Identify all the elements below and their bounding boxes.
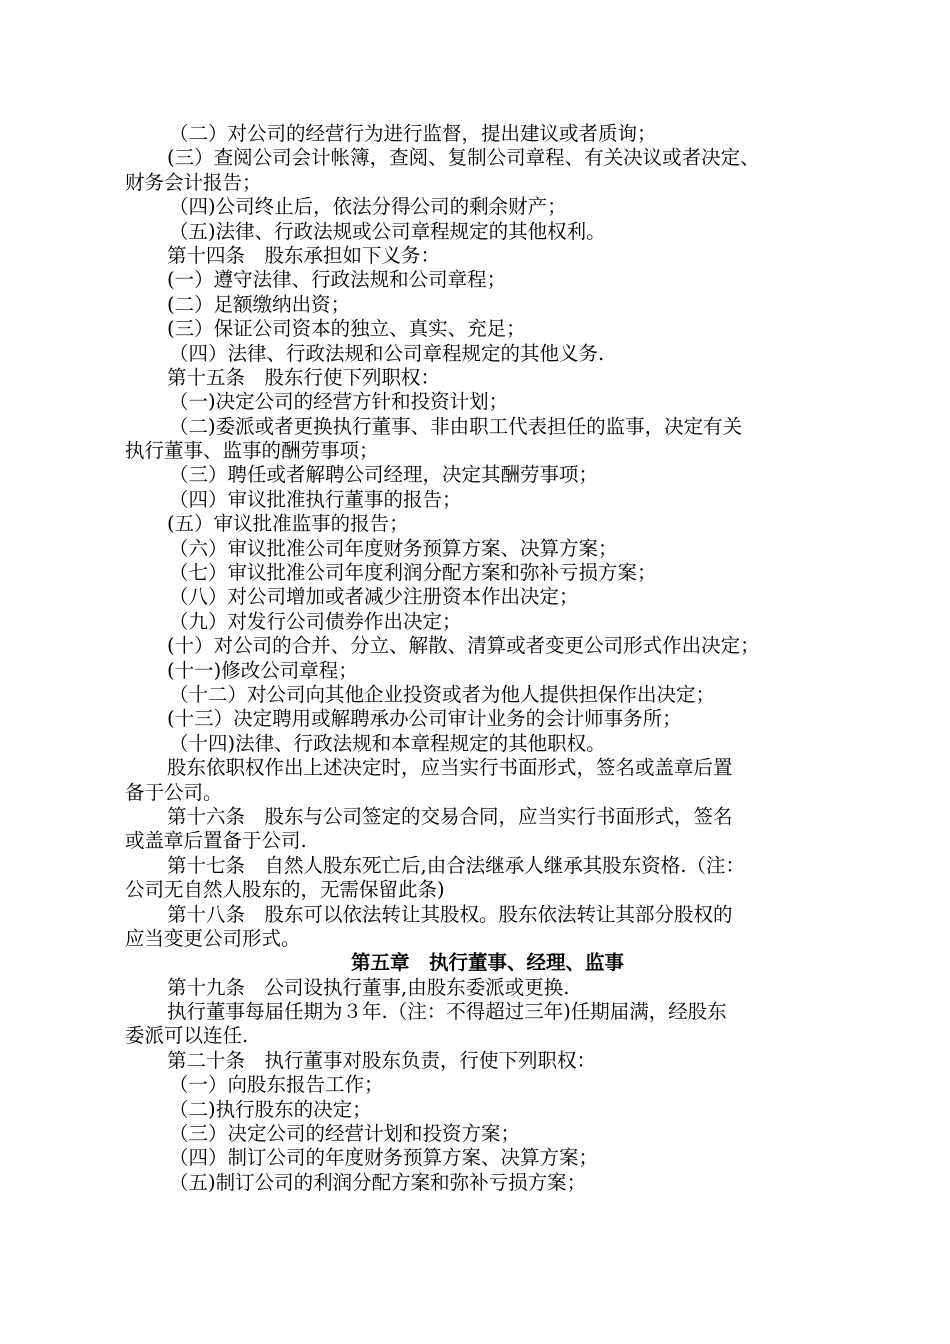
text-line: 第十四条 股东承担如下义务： [167, 243, 441, 267]
text-line: （三）聘任或者解聘公司经理，决定其酬劳事项； [169, 463, 599, 487]
text-line: 第十六条 股东与公司签定的交易合同，应当实行书面形式，签名 [167, 804, 733, 828]
text-line: (十三）决定聘用或解聘承办公司审计业务的会计师事务所； [167, 707, 682, 731]
text-line: （八）对公司增加或者减少注册资本作出决定； [169, 585, 579, 609]
text-line: 委派可以连任. [125, 1024, 249, 1048]
text-line: (三）查阅公司会计帐簿，查阅、复制公司章程、有关决议或者决定、 [167, 146, 760, 170]
text-line: （四)公司终止后，依法分得公司的剩余财产； [169, 195, 567, 219]
text-line: （一）向股东报告工作； [169, 1073, 384, 1097]
text-line: （二）对公司的经营行为进行监督，提出建议或者质询； [169, 122, 657, 145]
text-line: （四）制订公司的年度财务预算方案、决算方案； [169, 1146, 599, 1170]
text-line: 公司无自然人股东的，无需保留此条) [125, 878, 445, 902]
text-line: (二）足额缴纳出资； [167, 292, 351, 316]
chapter-heading: 第五章 执行董事、经理、监事 [350, 951, 624, 975]
text-line: （四）审议批准执行董事的报告； [169, 487, 462, 511]
text-line: （九）对发行公司债券作出决定； [169, 609, 462, 633]
text-line: 第十九条 公司设执行董事,由股东委派或更换. [167, 975, 570, 999]
text-line: 执行董事、监事的酬劳事项； [125, 439, 379, 463]
text-line: （二)委派或者更换执行董事、非由职工代表担任的监事，决定有关 [169, 414, 743, 438]
text-line: (十一)修改公司章程； [167, 658, 358, 682]
text-line: （十四)法律、行政法规和本章程规定的其他职权。 [169, 731, 606, 755]
text-line: 或盖章后置备于公司. [125, 829, 307, 853]
text-line: （四）法律、行政法规和公司章程规定的其他义务. [169, 341, 605, 365]
text-line: （六）审议批准公司年度财务预算方案、决算方案； [169, 536, 618, 560]
text-line: （二)执行股东的决定； [169, 1097, 372, 1121]
text-line: 第二十条 执行董事对股东负责，行使下列职权： [167, 1048, 597, 1072]
text-line: (五）审议批准监事的报告； [167, 512, 409, 536]
text-line: （十二）对公司向其他企业投资或者为他人提供担保作出决定； [169, 682, 716, 706]
text-line: （五)制订公司的利润分配方案和弥补亏损方案； [169, 1170, 587, 1194]
text-line: 财务会计报告； [125, 170, 262, 194]
text-line: 第十五条 股东行使下列职权： [167, 365, 441, 389]
text-line: 股东依职权作出上述决定时，应当实行书面形式，签名或盖章后置 [167, 756, 733, 780]
text-line: 第十八条 股东可以依法转让其股权。股东依法转让其部分股权的 [167, 902, 733, 926]
text-line: （三）决定公司的经营计划和投资方案； [169, 1122, 521, 1146]
text-line: （七）审议批准公司年度利润分配方案和弥补亏损方案； [169, 561, 657, 585]
document-body [125, 122, 850, 1195]
text-line: 第十七条 自然人股东死亡后,由合法继承人继承其股东资格.（注： [167, 853, 745, 877]
text-line: （五)法律、行政法规或公司章程规定的其他权利。 [169, 219, 606, 243]
text-line: 备于公司。 [125, 780, 223, 804]
text-line: (十）对公司的合并、分立、解散、清算或者变更公司形式作出决定； [167, 634, 760, 658]
text-line: 应当变更公司形式。 [125, 926, 301, 950]
text-line: (一）遵守法律、行政法规和公司章程； [167, 268, 507, 292]
text-line: (三）保证公司资本的独立、真实、充足； [167, 317, 526, 341]
text-line: （一)决定公司的经营方针和投资计划； [169, 390, 509, 414]
text-line: 执行董事每届任期为３年.（注：不得超过三年)任期届满，经股东 [167, 1000, 727, 1024]
